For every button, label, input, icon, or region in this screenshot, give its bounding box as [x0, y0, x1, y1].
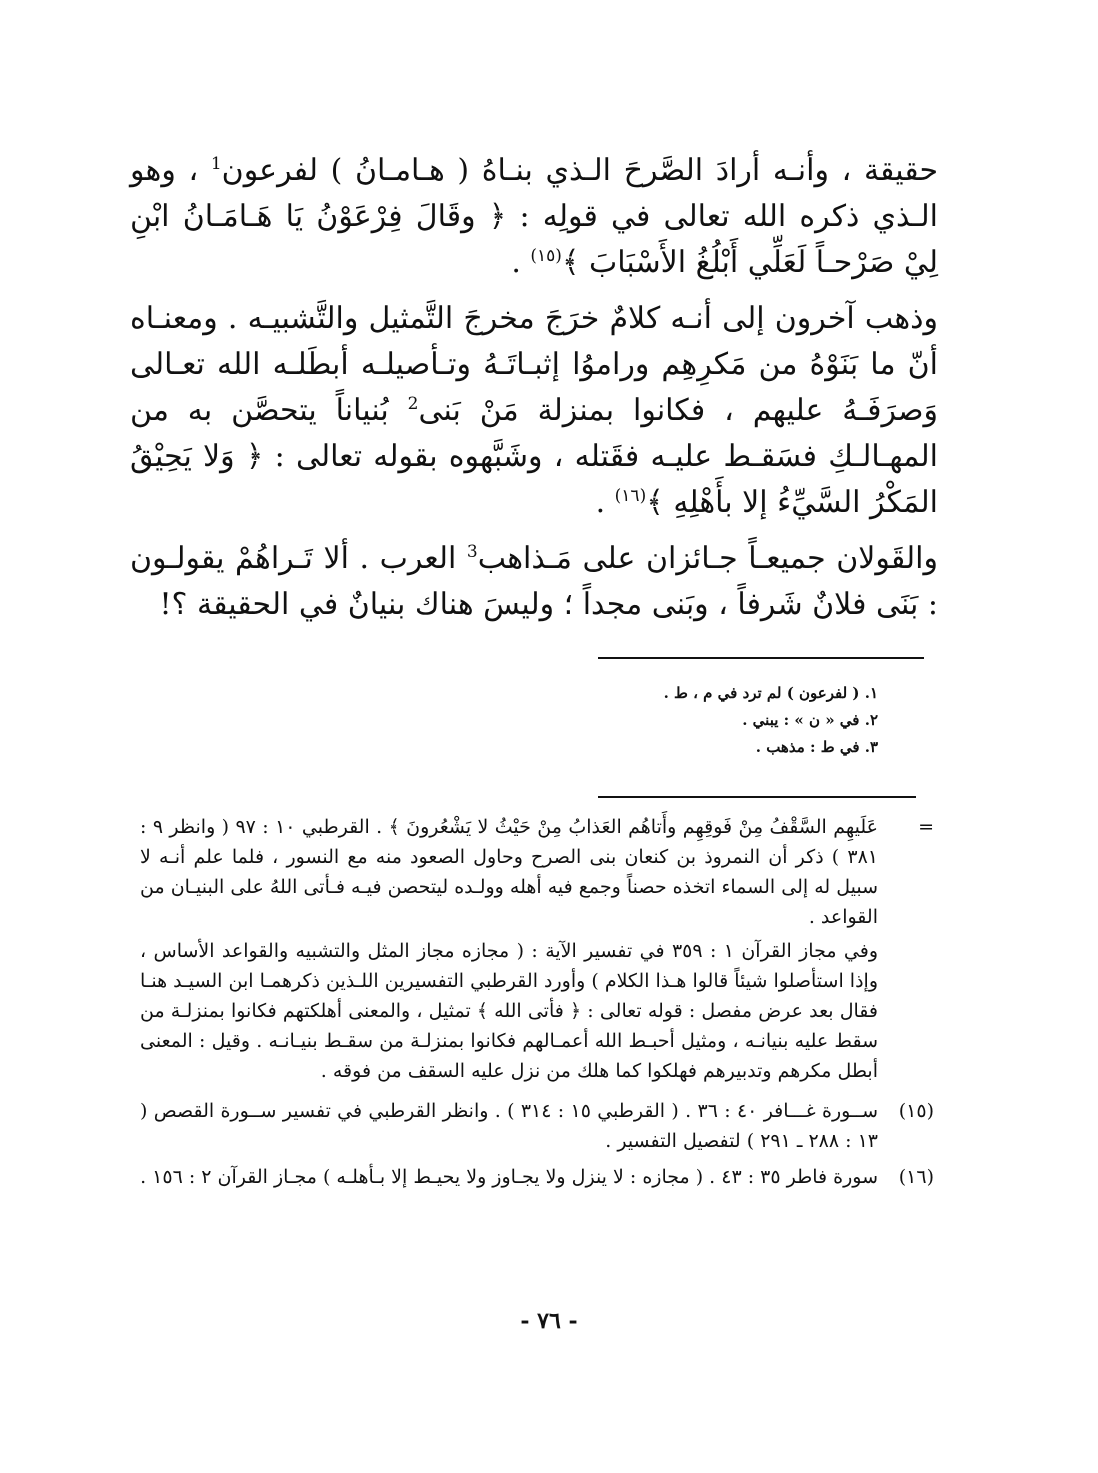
main-paragraph-2-text-a: وذهب آخرون إلى أنـه كلامٌ خرَجَ مخرجَ التَّمثيل والتَّشبيـه . ومعنـاه أنّ ما بَنَوْهُ من مَكرِهِم وراموُا إثبـاتَـهُ وتـأصيلـه أبطَلـه الله تعـالى وَصرَفَـهُ عليهم ، فكانوا بمنزلة مَنْ بَنى	[130, 301, 938, 428]
note-continued-para-2: وفي مجاز القرآن ١ : ٣٥٩ في تفسير الآية : ( مجازه مجاز المثل والتشبيه والقواعد الأساس ، وإذا استأصلوا شيئاً قالوا هـذا الكلام ) وأورد القرطبي التفسيرين اللـذين ذكرهمـا ابن السيـد هنـا فقال بعد عرض مفصل : قوله تعالى : ﴿ فأتى الله ﴾ تمثيل ، والمعنى أهلكتهم فكانوا بمنزلـة من سقط عليه بنيانـه ، ومثيل أحبـط الله أعمـالهم فكانوا بمنزلـة من سقـط بنيـانـه . وقيل : المعنى أبطل مكرهم وتدبيرهم فهلكوا كما هلك من نزل عليه السقف من فوقه .	[140, 940, 879, 1082]
note-continued	[140, 812, 934, 1090]
note-15	[140, 1096, 934, 1156]
main-paragraph-2	[130, 296, 938, 526]
apparatus-note-2: ٢. في « ن » : يبني .	[742, 711, 878, 729]
main-text-body	[130, 148, 938, 638]
main-paragraph-1-text-a: حقيقة ، وأنـه أرادَ الصَّرحَ الـذي بنـاهُ ( هـامـانُ ) لفرعون	[221, 153, 939, 188]
footnote-marker-2: 2	[407, 394, 419, 414]
apparatus-note-3: ٣. في ط : مذهب .	[755, 738, 878, 756]
note-15-text: ســورة غـــافر ٤٠ : ٣٦ . ( القرطبي ١٥ : ٣١٤ ) . وانظر القرطبي في تفسير ســورة القصص ( ١٣ : ٢٨٨ ـ ٢٩١ ) لتفصيل التفسير .	[140, 1100, 878, 1152]
apparatus-divider	[598, 657, 924, 659]
note-reference-16: (١٦)	[614, 486, 647, 506]
note-reference-15: (١٥)	[530, 246, 562, 266]
main-paragraph-1	[130, 148, 938, 286]
footnotes	[140, 812, 934, 1198]
note-16	[140, 1162, 934, 1192]
note-continued-body	[140, 812, 878, 1090]
footnote-marker-1: 1	[210, 154, 222, 174]
main-paragraph-1-text-b: ، وهو الـذي ذكره الله تعالى في قولِه : ﴿ وقَالَ فِرْعَوْنُ يَا هَـامَـانُ ابْنِ لِيْ صَرْحـاً لَعَلِّي أَبْلُغُ الأَسْبَابَ ﴾	[130, 153, 938, 280]
main-paragraph-3-text-b: العرب . ألا تَـراهُمْ يقولـون : بَنَى فلانٌ شَرفاً ، وبَنى مجداً ؛ وليسَ هناك بنيانٌ في الحقيقة ؟!	[130, 541, 938, 622]
apparatus-note-1: ١. ( لفرعون ) لم ترد في م ، ط .	[663, 684, 878, 702]
notes-divider	[598, 796, 916, 798]
main-paragraph-1-text-c: .	[511, 245, 531, 280]
main-paragraph-3-text-a: والقَولان جميعـاً جـائزان على مَـذاهب	[477, 541, 938, 576]
main-paragraph-3	[130, 536, 938, 628]
note-continued-marker: =	[918, 816, 934, 838]
note-16-marker: (١٦)	[898, 1166, 934, 1188]
critical-apparatus	[560, 680, 878, 761]
page-number: - ٧٦ -	[520, 1308, 578, 1334]
note-16-text: سورة فاطر ٣٥ : ٤٣ . ( مجازه : لا ينزل ولا يجـاوز ولا يحيـط إلا بـأهلـه ) مجـاز القرآن ٢ : ١٥٦ .	[140, 1166, 878, 1188]
main-paragraph-2-text-b: بُنياناً يتحصَّن به من المهـالـكِ فسَقـط عليـه فقَتله ، وشَبَّهوه بقوله تعالى : ﴿ وَلا يَحِيْقُ المَكْرُ السَّيِّءُ إلا بأَهْلِهِ ﴾	[130, 393, 938, 520]
footnote-marker-3: 3	[466, 542, 478, 562]
main-paragraph-2-text-c: .	[595, 485, 615, 520]
note-15-marker: (١٥)	[898, 1100, 934, 1122]
note-continued-para-1: عَلَيهِم السَّقْفُ مِنْ فَوقِهِم وأَتاهُم العَذابُ مِنْ حَيْثُ لا يَشْعُرونَ ﴾ . القرطبي ١٠ : ٩٧ ( وانظر ٩ : ٣٨١ ) ذكر أن النمروذ بن كنعان بنى الصرح وحاول الصعود منه مع النسور ، فلما علم أنـه لا سبيل له إلى السماء اتخذه حصناً وجمع فيه أهله وولـده ليتحصن فيـه فـأتى اللهُ على البنيـان من القواعد .	[140, 816, 878, 928]
